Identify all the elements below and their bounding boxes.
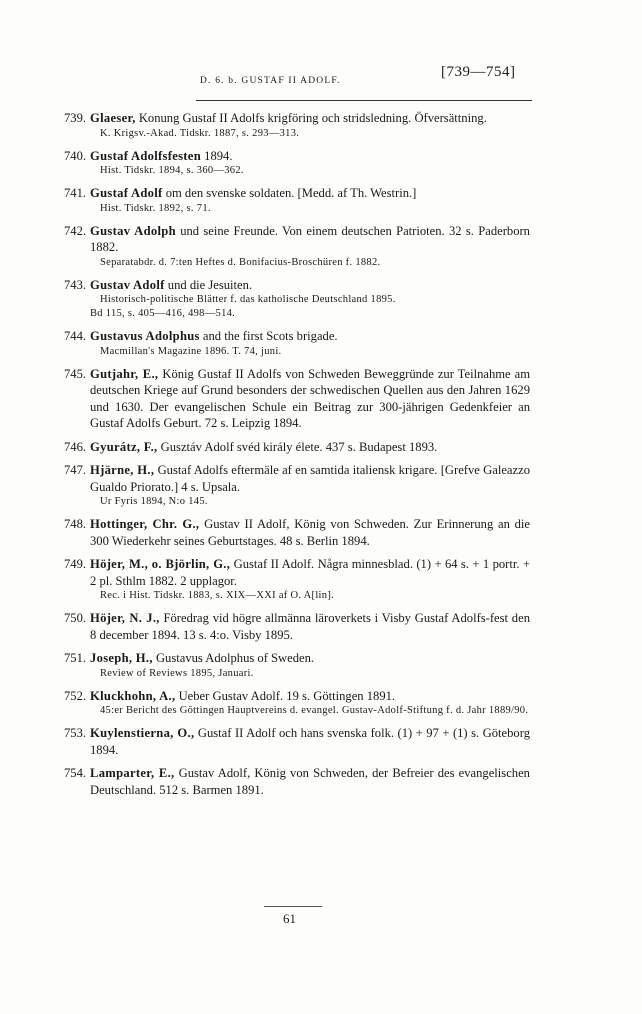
entry-number: 752. [64, 688, 87, 703]
entry-title: Gustavus Adolphus of Sweden. [155, 651, 315, 665]
entry-author: Glaeser, [90, 111, 136, 125]
entry-author: Gyurátz, F., [90, 439, 158, 454]
entry-source: Review of Reviews 1895, Januari. [100, 667, 254, 679]
entry-number: 753. [64, 726, 87, 740]
entry-author: Höjer, M., o. Björlin, G., [90, 557, 231, 571]
entry-source: Macmillan's Magazine 1896. T. 74, juni. [100, 345, 282, 357]
entry-author: Gustaf Adolf [90, 186, 163, 200]
entry-number: 742. [64, 223, 87, 238]
entry-source: Historisch-politische Blätter f. das katholische Deutschland 1895. [100, 294, 396, 305]
entry-text [90, 462, 530, 495]
entry-title: Föredrag vid högre allmänna läroverkets i Visby Gustaf Adolfs-fest den 8 december 1894. 13 s. 4:o. Visby 1895. [90, 611, 530, 642]
entry-741 [64, 185, 530, 216]
entry-author: Lamparter, E., [90, 766, 175, 780]
entry-source: Hist. Tidskr. 1892, s. 71. [100, 202, 211, 214]
entry-740 [64, 148, 530, 179]
entry-number: 741. [64, 186, 87, 200]
entry-739 [64, 110, 530, 141]
entry-751 [64, 650, 530, 681]
bibliography-list [64, 110, 530, 805]
entry-author: Hottinger, Chr. G., [90, 517, 200, 531]
entry-author: Hjärne, H., [90, 463, 155, 477]
entry-author: Gustav Adolph [90, 223, 176, 238]
entry-title: und seine Freunde. Von einem deutschen Patrioten. 32 s. Paderborn 1882. [90, 223, 530, 254]
entry-author: Gustav Adolf [90, 277, 165, 292]
entry-text [90, 650, 530, 667]
entry-title: König Gustaf II Adolfs von Schweden Beweggründe zur Teilnahme am deutschen Kriege auf Grund besonders der schwedischen Quellen aus den Jahren 1629 und 1630. Der evangelischen Schule ein Beitrag zur 300-jährigen Gedenkfeier an Gustaf Adolfs Geburt. 72 s. Leipzig 1894. [90, 366, 531, 430]
entry-text [90, 688, 530, 705]
entry-title: Gusztáv Adolf svéd király élete. 437 s. Budapest 1893. [160, 439, 438, 454]
entry-source: 45:er Bericht des Göttingen Hauptvereins d. evangel. Gustav-Adolf-Stiftung f. d. Jahr 1889/90. [100, 705, 529, 716]
entry-number: 751. [64, 651, 87, 665]
entry-number: 746. [64, 439, 87, 454]
entry-number: 745. [64, 366, 87, 381]
entry-range: [739—754] [441, 64, 516, 80]
entry-number: 749. [64, 557, 87, 571]
folio-rule [264, 906, 322, 907]
entry-source: Hist. Tidskr. 1894, s. 360—362. [100, 165, 244, 176]
entry-title: und die Jesuiten. [167, 277, 253, 292]
entry-number: 743. [64, 277, 87, 292]
entry-source: K. Krigsv.-Akad. Tidskr. 1887, s. 293—313. [100, 127, 300, 139]
entry-744 [64, 328, 530, 359]
entry-title: om den svenske soldaten. [Medd. af Th. Westrin.] [165, 186, 417, 200]
entry-title: 1894. [204, 148, 233, 163]
entry-text [90, 328, 530, 345]
entry-text [90, 439, 530, 456]
entry-753 [64, 725, 530, 758]
entry-750 [64, 610, 530, 643]
entry-title: and the first Scots brigade. [202, 329, 338, 343]
entry-number: 754. [64, 766, 87, 780]
entry-745 [64, 366, 530, 432]
entry-text [90, 765, 530, 798]
entry-text [90, 725, 530, 758]
running-head: D. 6. b. GUSTAF II ADOLF. [200, 76, 341, 86]
entry-author: Kluckhohn, A., [90, 688, 176, 703]
entry-752 [64, 688, 530, 719]
entry-749 [64, 556, 530, 603]
entry-number: 750. [64, 611, 87, 625]
entry-text [90, 516, 530, 549]
entry-text [90, 366, 530, 432]
entry-title: Gustaf II Adolf och hans svenska folk. (1) + 97 + (1) s. Göteborg 1894. [90, 726, 530, 757]
entry-number: 747. [64, 463, 87, 477]
entry-747 [64, 462, 530, 509]
entry-number: 740. [64, 148, 87, 163]
entry-748 [64, 516, 530, 549]
entry-text [90, 556, 530, 589]
entry-text [90, 148, 530, 165]
entry-746 [64, 439, 530, 456]
entry-author: Höjer, N. J., [90, 611, 160, 625]
entry-number: 744. [64, 329, 87, 343]
entry-source-continued: Bd 115, s. 405—416, 498—514. [90, 308, 236, 319]
entry-text [90, 277, 530, 294]
entry-number: 739. [64, 111, 87, 125]
page-number: 61 [283, 911, 296, 926]
entry-text [90, 223, 530, 256]
entry-source: Rec. i Hist. Tidskr. 1883, s. XIX—XXI af O. A[lin]. [100, 590, 335, 601]
entry-743 [64, 277, 530, 322]
entry-author: Gustaf Adolfsfesten [90, 148, 201, 163]
entry-742 [64, 223, 530, 270]
entry-number: 748. [64, 517, 87, 531]
entry-text [90, 185, 530, 202]
entry-title: Gustaf Adolfs eftermäle af en samtida italiensk krigare. [Grefve Galeazzo Gualdo Priorato.] 4 s. Upsala. [90, 463, 530, 494]
entry-source: Separatabdr. d. 7:ten Heftes d. Bonifacius-Broschüren f. 1882. [100, 256, 381, 268]
entry-author: Kuylenstierna, O., [90, 726, 195, 740]
header-rule [196, 100, 532, 101]
entry-title: Gustav II Adolf, König von Schweden. Zur Erinnerung an die 300 Wiederkehr seines Geburtstages. 48 s. Berlin 1894. [90, 517, 530, 548]
entry-author: Gustavus Adolphus [90, 329, 200, 343]
entry-title: Konung Gustaf II Adolfs krigföring och stridsledning. Öfversättning. [138, 111, 487, 125]
entry-title: Ueber Gustav Adolf. 19 s. Göttingen 1891. [178, 688, 396, 703]
entry-author: Gutjahr, E., [90, 366, 159, 381]
entry-title: Gustaf II Adolf. Några minnesblad. (1) + 64 s. + 1 portr. + 2 pl. Sthlm 1882. 2 upplagor. [90, 557, 530, 588]
entry-title: Gustav Adolf, König von Schweden, der Befreier des evangelischen Deutschland. 512 s. Barmen 1891. [90, 766, 530, 797]
entry-754 [64, 765, 530, 798]
entry-source: Ur Fyris 1894, N:o 145. [100, 496, 208, 507]
entry-author: Joseph, H., [90, 651, 153, 665]
entry-text [90, 110, 530, 127]
entry-text [90, 610, 530, 643]
